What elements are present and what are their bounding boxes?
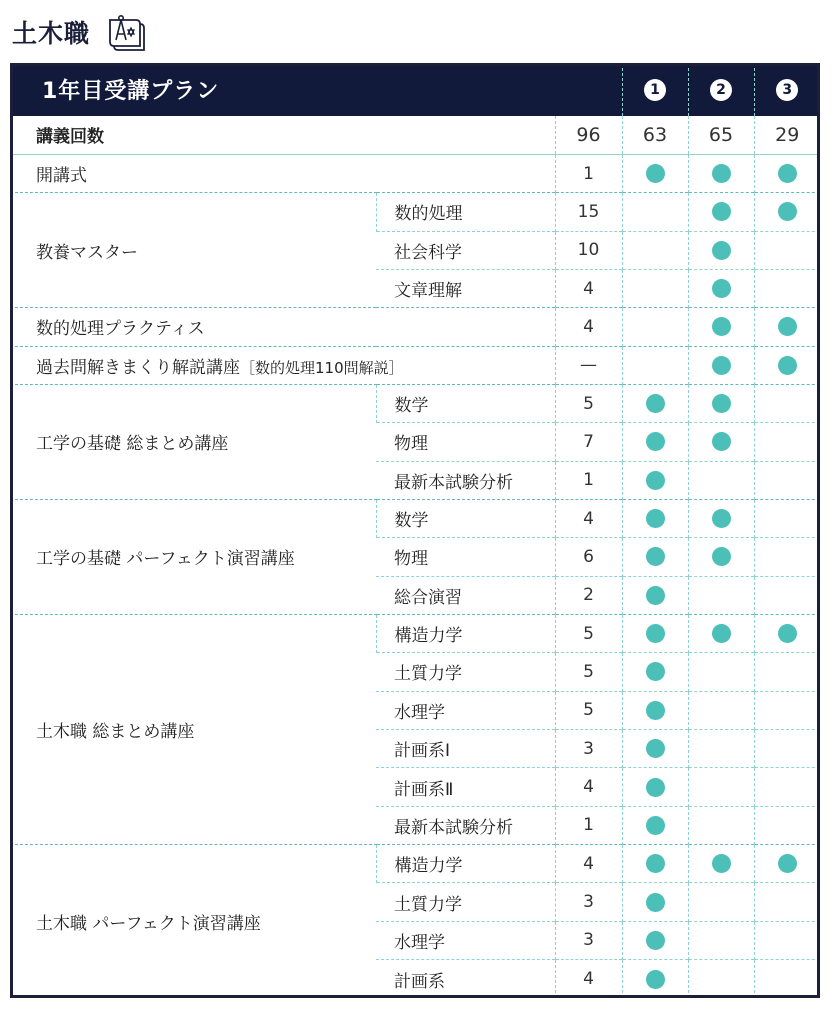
- lecture-count: 4: [555, 960, 622, 998]
- table-frame: [10, 63, 820, 998]
- lecture-count: 1: [555, 154, 622, 192]
- lecture-count: 5: [555, 691, 622, 729]
- lecture-count: 5: [555, 384, 622, 422]
- lecture-count: 2: [555, 576, 622, 614]
- lecture-count: —: [555, 346, 622, 384]
- subject-name: 社会科学: [376, 231, 555, 269]
- plan-1-badge: 1: [644, 79, 666, 101]
- subject-name: 総合演習: [376, 576, 555, 614]
- subject-name: 土質力学: [376, 653, 555, 691]
- subject-name: 最新本試験分析: [376, 806, 555, 844]
- lecture-count: 4: [555, 845, 622, 883]
- lecture-count: 6: [555, 538, 622, 576]
- lecture-count: 7: [555, 423, 622, 461]
- count-label: 講義回数: [10, 116, 555, 154]
- subject-name: 計画系: [376, 960, 555, 998]
- course-name-text: 工学の基礎 総まとめ講座: [36, 434, 229, 455]
- subject-name: 計画系Ⅱ: [376, 768, 555, 806]
- lecture-count: 10: [555, 231, 622, 269]
- course-name-text: 土木職 総まとめ講座: [36, 722, 195, 742]
- plan-1-count: 63: [622, 116, 688, 154]
- subject-name: 水理学: [376, 691, 555, 729]
- plan-title: 1年目受講プラン: [10, 63, 622, 116]
- course-name-text: 土木職 パーフェクト演習講座: [36, 914, 261, 935]
- blueprint-compass-icon: [104, 10, 148, 54]
- course-name-text: 教養マスター: [36, 242, 138, 263]
- subject-name: 数的処理: [376, 193, 555, 231]
- subject-name: 物理: [376, 538, 555, 576]
- subject-name: 数学: [376, 499, 555, 537]
- lecture-count: 1: [555, 806, 622, 844]
- subject-name: 数学: [376, 384, 555, 422]
- lecture-count: 3: [555, 883, 622, 921]
- course-name-text: 工学の基礎 パーフェクト演習講座: [36, 549, 295, 570]
- lecture-count: 4: [555, 499, 622, 537]
- subject-name: 文章理解: [376, 269, 555, 307]
- lecture-count: 5: [555, 653, 622, 691]
- course-name-text: 過去問解きまくり解説講座: [36, 357, 240, 378]
- lecture-count: 1: [555, 461, 622, 499]
- lecture-count: 5: [555, 614, 622, 652]
- subject-name: 構造力学: [376, 845, 555, 883]
- course-name-text: 開講式: [36, 166, 87, 187]
- plan-2-badge: 2: [710, 79, 732, 101]
- page-header: [12, 10, 148, 54]
- plan-3-count: 29: [754, 116, 820, 154]
- lecture-count: 15: [555, 193, 622, 231]
- count-total: 96: [555, 116, 622, 154]
- course-name-text: 数的処理プラクティス: [36, 319, 205, 340]
- plan-2-count: 65: [688, 116, 754, 154]
- lecture-count: 4: [555, 768, 622, 806]
- subject-name: 物理: [376, 423, 555, 461]
- subject-name: 土質力学: [376, 883, 555, 921]
- course-note: ［数的処理110問解説］: [240, 358, 404, 377]
- subject-name: 計画系Ⅰ: [376, 730, 555, 768]
- lecture-count: 4: [555, 308, 622, 346]
- page-title: 土木職: [12, 19, 91, 48]
- subject-name: 最新本試験分析: [376, 461, 555, 499]
- plan-3-badge: 3: [776, 79, 798, 101]
- lecture-count: 4: [555, 269, 622, 307]
- lecture-count: 3: [555, 730, 622, 768]
- subject-name: 構造力学: [376, 614, 555, 652]
- subject-name: 水理学: [376, 921, 555, 959]
- lecture-count: 3: [555, 921, 622, 959]
